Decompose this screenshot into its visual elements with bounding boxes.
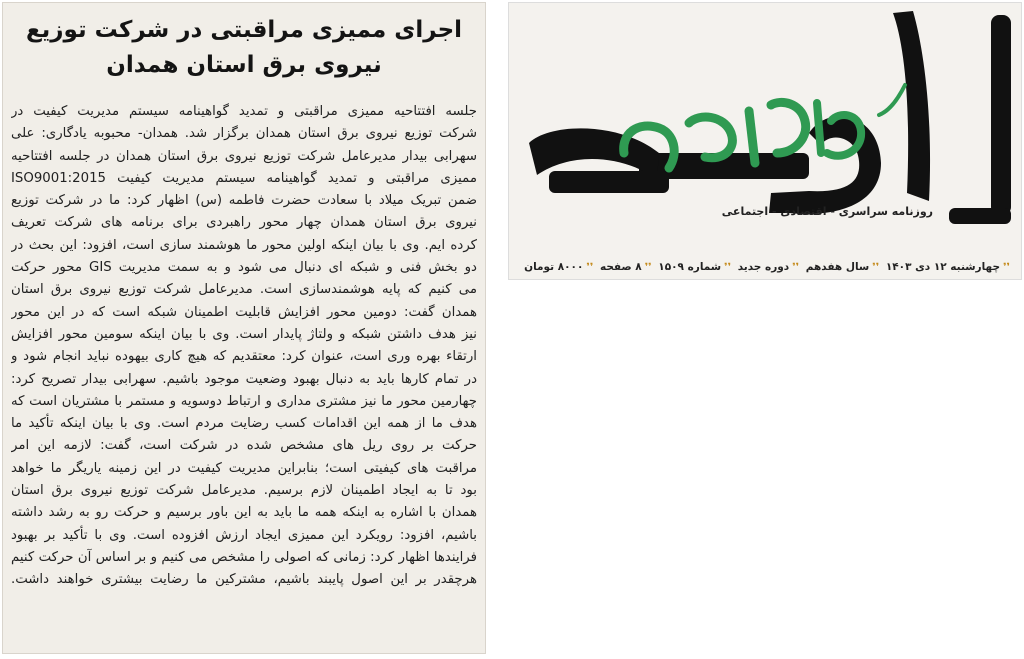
body-line: چهارمین محور ما نیز مشتری مداری و ارتباط دوسویه و مستمر با مشتریان است که xyxy=(11,393,477,409)
body-line: ارتقاء بهره وری است، عنوان کرد: معتقدیم که هیچ کاری بیهوده نباید انجام شود و xyxy=(11,349,477,365)
issue-period: دوره جدید xyxy=(737,261,790,273)
article-clipping xyxy=(2,2,486,654)
body-line: هرچقدر بر این اصول پایبند باشیم، مشترکین ما رضایت بیشتری خواهند داشت. xyxy=(11,572,477,588)
separator-icon: ❜❜ xyxy=(586,262,594,273)
body-line: بود تا به ایجاد اطمینان لازم برسیم. مدیرعامل شرکت توزیع نیروی برق استان xyxy=(11,483,477,499)
issue-price: ۸۰۰۰ تومان xyxy=(524,261,584,273)
body-line: ضمن تبریک میلاد با سعادت حضرت فاطمه (س) اظهار کرد: ما در شرکت توزیع xyxy=(11,193,477,209)
body-line: ممیزی مراقبتی و تمدید گواهینامه سیستم مدیریت کیفیت ISO9001:2015 xyxy=(11,170,477,186)
body-line: کرده ایم. وی با بیان اینکه اولین محور ما هوشمند سازی است، افزود: این بحث در xyxy=(11,237,477,253)
body-line: فرایندها اظهار کرد: زمانی که اصولی را مشخص می کنیم و بر اساس آن حرکت کنیم xyxy=(11,549,477,565)
body-line: دو بخش فنی و شبکه ای دنبال می شود و به سمت مدیریت GIS محور حرکت xyxy=(11,260,477,276)
body-line: جلسه افتتاحیه ممیزی مراقبتی و تمدید گواهینامه سیستم مدیریت کیفیت در xyxy=(11,104,477,119)
body-line: در تمام کارها باید به دنبال بهبود وضعیت موجود باشیم. سهرابی بیدار تصریح کرد: xyxy=(11,371,477,387)
separator-icon: ❜❜ xyxy=(724,262,732,273)
article-headline: اجرای ممیزی مراقبتی در شرکت توزیع نیروی برق استان همدان xyxy=(25,17,463,78)
separator-icon: ❜❜ xyxy=(872,262,880,273)
article-body xyxy=(11,101,477,592)
body-line: هدف ما از همه این اقدامات کسب رضایت مردم است. وی با بیان اینکه تأکید ما xyxy=(11,416,477,432)
body-line: همدان گفت: دومین محور افزایش قابلیت اطمینان شبکه است که در این محور xyxy=(11,304,477,320)
separator-icon: ❜❜ xyxy=(1003,262,1010,273)
issue-date: چهارشنبه ۱۲ دی ۱۴۰۳ xyxy=(885,261,1001,273)
issue-number: شماره ۱۵۰۹ xyxy=(658,261,722,273)
separator-icon: ❜❜ xyxy=(792,262,800,273)
issue-year: سال هفدهم xyxy=(805,261,870,273)
newspaper-masthead xyxy=(508,2,1022,280)
body-line: می کنیم که پایه هوشمندسازی است. مدیرعامل شرکت توزیع نیروی برق استان xyxy=(11,282,477,298)
body-line: نیروی برق استان همدان چهار محور راهبردی برای برنامه های شرکت تعریف xyxy=(11,215,477,231)
body-line: مراقبت های کیفیتی است؛ بنابراین مدیریت کیفیت در این زمینه یاریگر ما خواهد xyxy=(11,460,477,476)
body-line: نیز هدف داشتن شبکه و ولتاژ پایدار است. وی با بیان اینکه سومین محور افزایش xyxy=(11,326,477,342)
issue-pages: ۸ صفحه xyxy=(599,261,642,273)
body-line: شرکت توزیع نیروی برق استان همدان برگزار شد. همدان- محبوبه یادگاری: علی xyxy=(11,126,477,142)
body-line: باشیم، افزود: رویکرد این ممیزی ایجاد ارزش افزوده است. وی با تأکید بر بهبود xyxy=(11,527,477,543)
issue-info-strip xyxy=(517,261,1013,273)
newspaper-subtitle: روزنامه سراسری - اقتصادی - اجتماعی xyxy=(721,205,933,218)
body-line: همدان با اشاره به اینکه همه ما باید به این باور برسیم و حرکت رو به رشد داشته xyxy=(11,505,477,521)
body-line: سهرابی بیدار مدیرعامل شرکت توزیع نیروی برق استان همدان در جلسه افتتاحیه xyxy=(11,148,477,164)
body-line: حرکت بر روی ریل های مشخص شده در شرکت است، گفت: لازمه این امر xyxy=(11,438,477,454)
separator-icon: ❜❜ xyxy=(644,262,652,273)
